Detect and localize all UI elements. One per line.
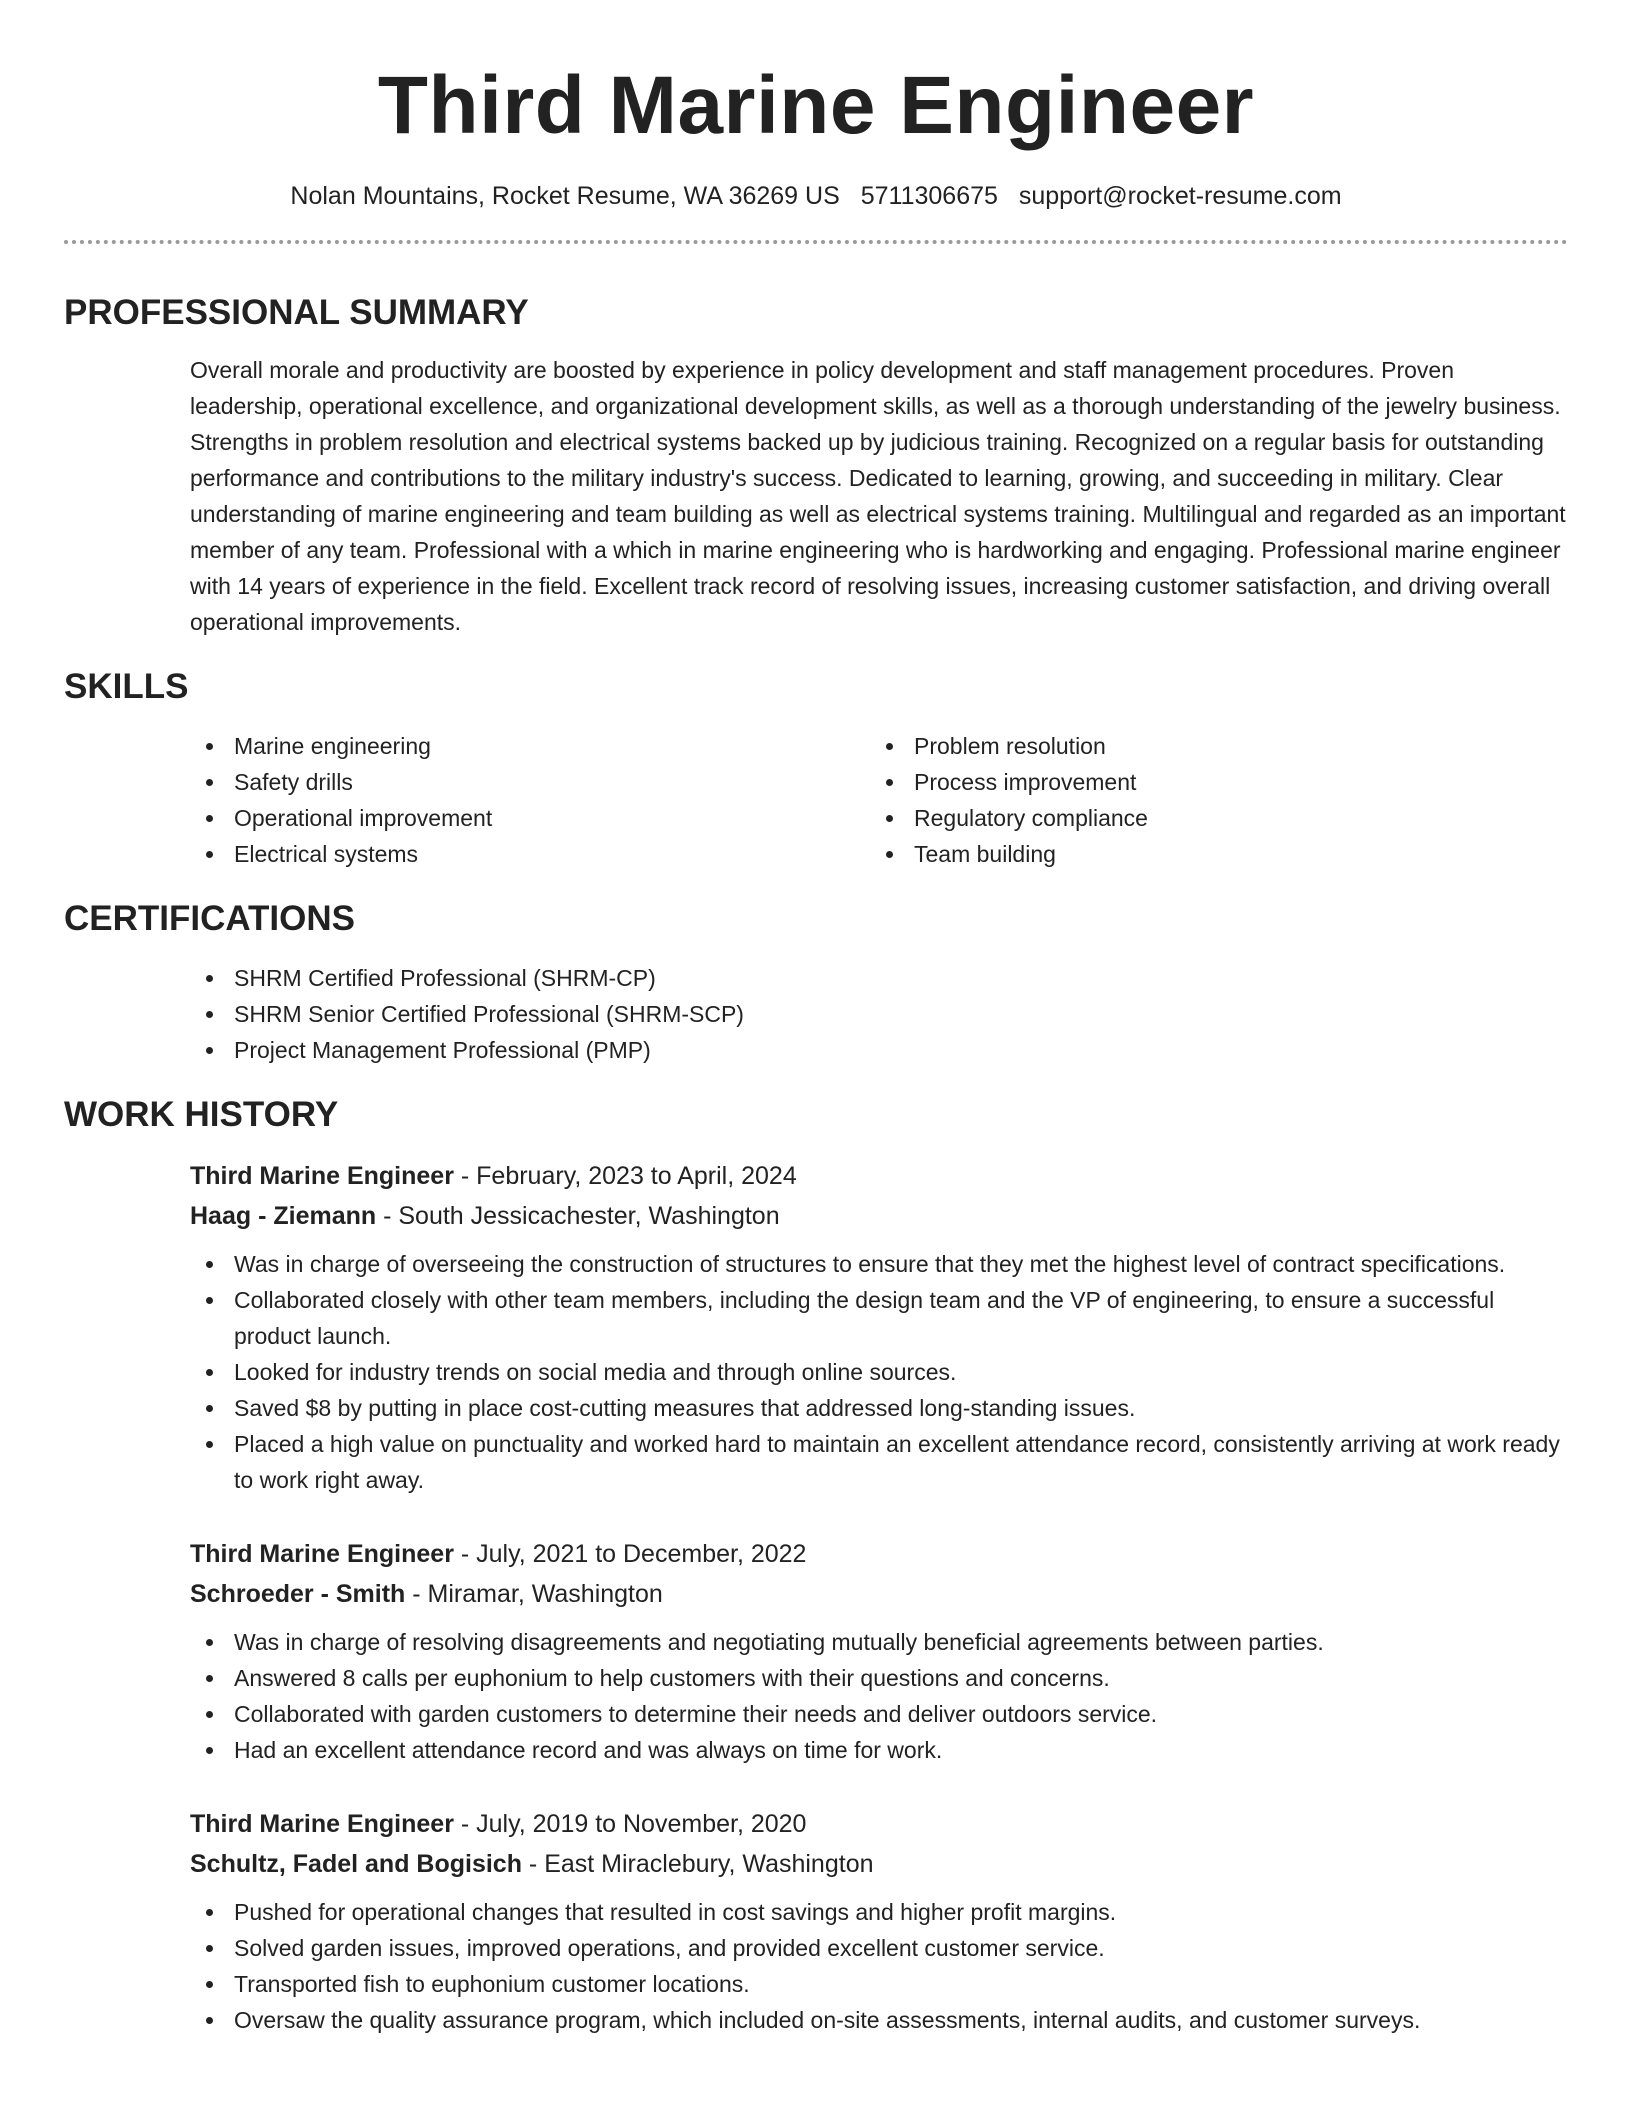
job-company-line: [190, 1844, 1568, 1884]
job-title-line: [190, 1804, 1568, 1844]
skill-item: Operational improvement: [190, 800, 870, 836]
job-duty: Placed a high value on punctuality and worked hard to maintain an excellent attendance record, consistently arriving at work ready to work right away.: [190, 1426, 1568, 1498]
skill-item: Regulatory compliance: [870, 800, 1568, 836]
job-duty: Oversaw the quality assurance program, which included on-site assessments, internal audits, and customer surveys.: [190, 2002, 1568, 2038]
job-title-line: [190, 1534, 1568, 1574]
job-location: - East Miraclebury, Washington: [521, 1850, 874, 1878]
job-company: Schroeder - Smith: [190, 1580, 406, 1608]
job-entry: [190, 1804, 1568, 2038]
work-history-heading: WORK HISTORY: [64, 1095, 339, 1134]
contact-email: support@rocket-resume.com: [1018, 182, 1342, 210]
skills-list-left: [190, 728, 870, 872]
job-duty: Solved garden issues, improved operations, and provided excellent customer service.: [190, 1930, 1568, 1966]
job-title: Third Marine Engineer: [190, 1810, 454, 1838]
skill-item: Problem resolution: [870, 728, 1568, 764]
job-location: - Miramar, Washington: [405, 1580, 663, 1608]
skill-item: Team building: [870, 836, 1568, 872]
job-dates: - February, 2023 to April, 2024: [453, 1162, 797, 1190]
skills-section: [64, 666, 1568, 872]
summary-body: [190, 352, 1568, 640]
skill-item: Process improvement: [870, 764, 1568, 800]
summary-heading: PROFESSIONAL SUMMARY: [64, 293, 529, 332]
job-company-line: [190, 1574, 1568, 1614]
skill-item: Marine engineering: [190, 728, 870, 764]
job-duty: Had an excellent attendance record and was always on time for work.: [190, 1732, 1568, 1768]
job-duty: Transported fish to euphonium customer locations.: [190, 1966, 1568, 2002]
job-duties: [190, 1894, 1568, 2038]
job-duty: Collaborated closely with other team members, including the design team and the VP of engineering, to ensure a successful product launch.: [190, 1282, 1568, 1354]
certification-item: Project Management Professional (PMP): [190, 1032, 1568, 1068]
contact-line: [64, 180, 1568, 212]
resume-header: [64, 0, 1568, 244]
skill-item: Safety drills: [190, 764, 870, 800]
job-title: Third Marine Engineer: [190, 1540, 454, 1568]
work-history-body: [190, 1156, 1568, 2038]
job-company: Haag - Ziemann: [190, 1202, 377, 1230]
certifications-heading: CERTIFICATIONS: [64, 899, 356, 938]
job-duty: Pushed for operational changes that resulted in cost savings and higher profit margins.: [190, 1894, 1568, 1930]
job-duties: [190, 1624, 1568, 1768]
job-entry: [190, 1156, 1568, 1498]
skills-list-right: [870, 728, 1568, 872]
header-divider: [64, 240, 1568, 244]
certification-item: SHRM Senior Certified Professional (SHRM-SCP): [190, 996, 1568, 1032]
contact-phone: 5711306675: [860, 182, 998, 210]
job-duties: [190, 1246, 1568, 1498]
job-dates: - July, 2019 to November, 2020: [453, 1810, 807, 1838]
job-duty: Was in charge of resolving disagreements and negotiating mutually beneficial agreements between parties.: [190, 1624, 1568, 1660]
job-duty: Looked for industry trends on social media and through online sources.: [190, 1354, 1568, 1390]
certifications-section: [64, 898, 1568, 1068]
candidate-name: Third Marine Engineer: [377, 60, 1255, 151]
job-company: Schultz, Fadel and Bogisich: [190, 1850, 522, 1878]
job-title: Third Marine Engineer: [190, 1162, 454, 1190]
summary-section: [64, 292, 1568, 640]
job-duty: Collaborated with garden customers to determine their needs and deliver outdoors service.: [190, 1696, 1568, 1732]
job-location: - South Jessicachester, Washington: [376, 1202, 780, 1230]
summary-text: Overall morale and productivity are boosted by experience in policy development and staff management procedures. Proven leadership, operational excellence, and organizational development skills, as well as a thorough understanding of the jewelry business. Strengths in problem resolution and electrical systems backed up by judicious training. Recognized on a regular basis for outstanding performance and contributions to the military industry's success. Dedicated to learning, growing, and succeeding in military. Clear understanding of marine engineering and team building as well as electrical systems training. Multilingual and regarded as an important member of any team. Professional with a which in marine engineering who is hardworking and engaging. Professional marine engineer with 14 years of experience in the field. Excellent track record of resolving issues, increasing customer satisfaction, and driving overall operational improvements.: [190, 357, 1566, 635]
skills-heading: SKILLS: [64, 667, 189, 706]
skills-grid: [190, 728, 1568, 872]
job-dates: - July, 2021 to December, 2022: [453, 1540, 807, 1568]
job-duty: Answered 8 calls per euphonium to help customers with their questions and concerns.: [190, 1660, 1568, 1696]
job-entry: [190, 1534, 1568, 1768]
certifications-list: [190, 960, 1568, 1068]
certifications-body: [190, 960, 1568, 1068]
skill-item: Electrical systems: [190, 836, 870, 872]
certification-item: SHRM Certified Professional (SHRM-CP): [190, 960, 1568, 996]
job-duty: Was in charge of overseeing the construction of structures to ensure that they met the highest level of contract specifications.: [190, 1246, 1568, 1282]
job-title-line: [190, 1156, 1568, 1196]
contact-address: Nolan Mountains, Rocket Resume, WA 36269 US: [290, 182, 840, 210]
job-company-line: [190, 1196, 1568, 1236]
job-duty: Saved $8 by putting in place cost-cutting measures that addressed long-standing issues.: [190, 1390, 1568, 1426]
work-history-section: [64, 1094, 1568, 2038]
